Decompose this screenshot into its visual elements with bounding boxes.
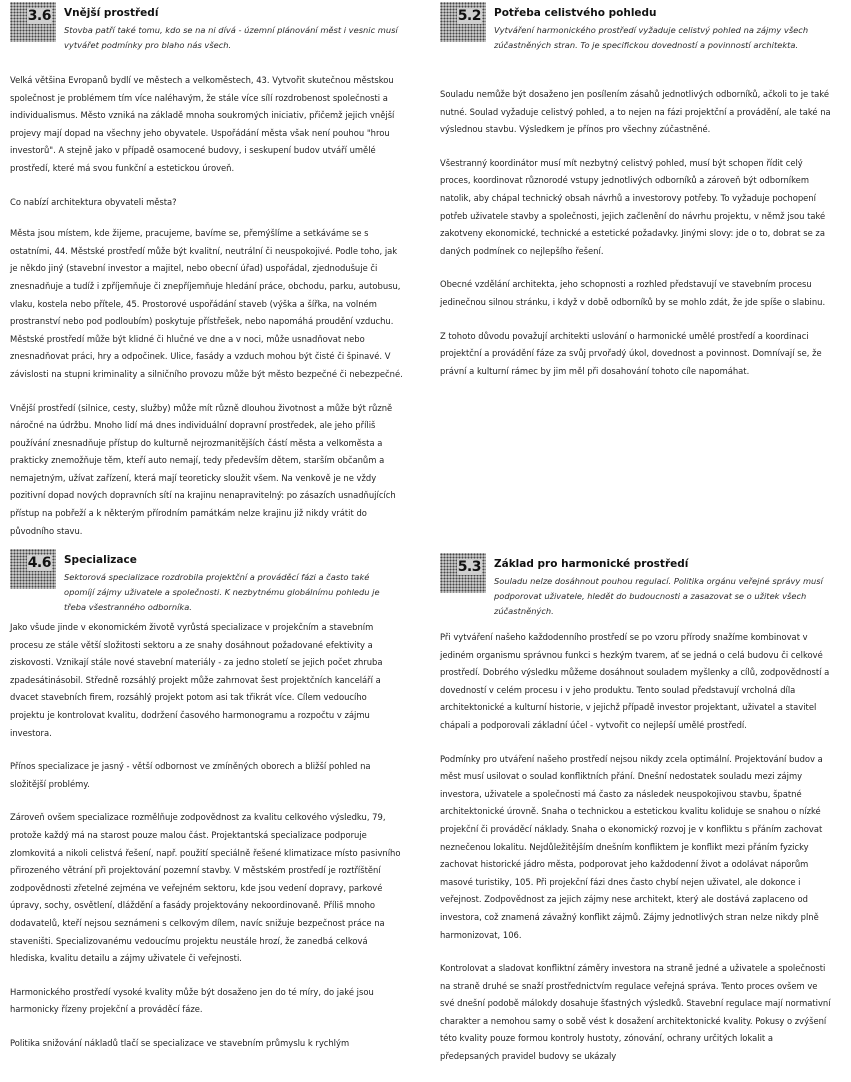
paragraph: Jako všude jinde v ekonomickém životě vyrůstá specializace v projekčním a stavebním procesu ze stále větší složitosti sektoru a ze snahy dosáhnout požadované efektivity a ziskovosti. Vznikají stále nové stavební materiály - za jedno století se jejich počet zhruba zpadesátinásobil. Středně rozsáhlý projekt může zahrnovat šest projektčních kanceláří a dvacet stavebních firem, rozsáhlý projekt potom asi tak třikrát více. Cílem vedoucího projektu je kontrolovat kvalitu, dodržení časového harmonogramu a rozpočtu v zájmu investora. <box>10 622 383 738</box>
paragraph: Všestranný koordinátor musí mít nezbytný celistvý pohled, musí být schopen řídit celý proces, koordinovat různorodé vstupy jednotlivých odborníků a zároveň být odborníkem natolik, aby chápal technický obsah návrhů a investorovy potřeby. To vyžaduje pochopení potřeb uživatele stavby a společnosti, jejich začlenění do návrhu projektu, v němž jsou také zakotveny ekonomické, technické a estetické požadavky. Jinými slovy: jde o to, dobrat se za daných podmínek co nejlepšího řešení. <box>440 157 826 256</box>
paragraph: Politika snižování nákladů tlačí se specializace ve stavebním průmyslu k rychlým <box>10 1037 350 1048</box>
section-4-6 <box>10 549 404 1068</box>
section-lead: Sektorová specializace rozdrobila projektční a prováděcí fázi a často také opomíjí zájmy uživatele a společnosti. K nezbytnému globálnímu pohledu je třeba všestranného odborníka. <box>64 572 380 612</box>
paragraph-question: Co nabízí architektura obyvateli města? <box>10 196 177 207</box>
section-number-badge: 5.2 <box>440 2 486 42</box>
section-number-badge: 5.3 <box>440 553 486 593</box>
section-lead: Souladu nelze dosáhnout pouhou regulací. Politika orgánu veřejné správy musí podporovat uživatele, hledět do budoucnosti a zasazovat se o užitek všech zúčastněných. <box>494 576 823 616</box>
section-title: Potřeba celistvého pohledu <box>494 7 657 19</box>
section-5-2 <box>440 2 834 396</box>
paragraph: Při vytváření našeho každodenního prostředí se po vzoru přírody snažíme kombinovat v jediném organismu správnou funkci s hezkým tvarem, ať se jedná o celá budovu či celkové prostředí. Dobrého výsledku můžeme dosáhnout souladem myšlenky a cílů, zodpovědností a dovedností v celém procesu i v jeho produktu. Tento soulad představují vrcholná díla architektonické a kulturní historie, v jejichž případě investor projektant, uživatel a stavitel chápali a podporovali základní účel - vytvořit co nejlepší umělé prostředí. <box>440 632 830 730</box>
section-body <box>10 72 404 540</box>
section-title: Základ pro harmonické prostředí <box>494 558 689 570</box>
section-3-6 <box>10 2 404 556</box>
paragraph: Vnější prostředí (silnice, cesty, služby) může mít různě dlouhou životnost a může být různě náročné na údržbu. Mnoho lidí má dnes individuální dopravní prostředek, ale jeho příliš používání znesnadňuje přístup do kulturně nejrozmanitějších částí města a velkoměsta a prakticky znemožňuje těm, kteří auto nemají, tedy především dětem, starším občanům a nemajetným, užívat zařízení, která mají teoreticky sloužit všem. Na venkově je ne vždy pozitivní dopad nových dopravních sítí na krajinu nenapravitelný: po zásazích usnadňujících přístup na pobřeží a k některým přírodním památkám nelze krajinu již nikdy vrátit do původního stavu. <box>10 402 396 536</box>
paragraph: Souladu nemůže být dosaženo jen posílením zásahů jednotlivých odborníků, ačkoli to je také nutné. Soulad vyžaduje celistvý pohled, a to nejen na fázi projektční a provádění, ale také na výslednou stavbu. Výsledkem je přínos pro všechny zúčastněné. <box>440 89 831 135</box>
section-title: Vnější prostředí <box>64 7 159 19</box>
section-title: Specializace <box>64 554 137 566</box>
paragraph: Obecné vzdělání architekta, jeho schopnosti a rozhled představují ve stavebním procesu jedinečnou silnou stránku, i když v době odborníků by se mohlo zdát, že jde spíše o slabinu. <box>440 279 826 307</box>
section-header <box>10 549 404 613</box>
paragraph: Podmínky pro utváření našeho prostředí nejsou nikdy zcela optimální. Projektování budov a měst musí usilovat o soulad konfliktních přání. Dnešní nedostatek souladu mezi zájmy investora, uživatele a společnosti má často za následek neuspokojivou stavbu, špatné architektonické úrovně. Snaha o technickou a estetickou kvalitu koliduje se snahou o nízké projekční či prováděcí náklady. Snaha o ekonomický rozvoj je v konfliktu s přáním zachovat neznečenou lokalitu. Nejdůležitějším dnešním konfliktem je konflikt mezi přáním fyzicky zachovat historické jádro města, podporovat jeho každodenní život a odolávat náporům masové turistiky, 105. Při projekční fázi dnes často chybí nejen uživatel, ale dokonce i veřejnost. Zodpovědnost za jejich zájmy nese architekt, který ale dostává zaplaceno od investora, což znamená závažný konflikt zájmů. Zájmy jednotlivých stran nelze nikdy plně harmonizovat, 106. <box>440 753 823 940</box>
paragraph: Kontrolovat a sladovat konfliktní záměry investora na straně jedné a uživatele a společnosti na straně druhé se snaží prostřednictvím regulace veřejná správa. Tento proces ovšem ve své dnešní podobě málokdy dosahuje šťastných výsledků. Stavební regulace mají normativní charakter a nemohou samy o sobě vést k dosažení architektonické kvality. Pokusy o zvýšení této kvality pouze formou kontroly hustoty, zónování, ochrany určitých lokalit a předepsaných pravidel budovy se ukázaly <box>440 963 831 1062</box>
paragraph: Města jsou místem, kde žijeme, pracujeme, bavíme se, přemýšlíme a setkáváme se s ostatními, 44. Městské prostředí může být kvalitní, neutrální či neuspokojivé. Podle toho, jak je někdo jiný (stavební investor a majitel, nebo obecní úřad) uspořádal, zjednodušuje či znesnadňuje a tudíž i zpříjemňuje či znepříjemňuje hledání práce, obchodu, parku, autobusu, vlaku, kostela nebo přítele, 45. Prostorové uspořádání staveb (výška a šířka, na volném prostranství nebo pod podloubím) poskytuje přístřešek, nebo napomáhá proudění vzduchu. Městské prostředí může být klidné či hlučné ve dne a v noci, může usnadňovat nebo znesnadňovat práci, hry a odpočinek. Ulice, fasády a vzduch mohou být čisté či špinavé. V závislosti na stupni kriminality a silničního provozu může být město bezpečné či nebezpečné. <box>10 228 403 379</box>
section-body <box>10 619 404 1052</box>
section-lead: Stovba patří také tomu, kdo se na ni dívá - územní plánování měst i vesnic musí vytvářet podmínky pro blaho nás všech. <box>64 25 398 50</box>
paragraph: Harmonického prostředí vysoké kvality může být dosaženo jen do té míry, do jaké jsou harmonicky řízeny projekční a prováděcí fáze. <box>10 986 374 1015</box>
section-header <box>440 2 834 66</box>
section-body <box>440 86 834 380</box>
section-header <box>10 2 404 66</box>
paragraph: Přínos specializace je jasný - větší odbornost ve zmíněných oborech a bližší pohled na složitější problémy. <box>10 761 371 789</box>
section-lead: Vytváření harmonického prostředí vyžaduje celistvý pohled na zájmy všech zúčastněných stran. To je specifickou dovedností a povinností architekta. <box>494 25 809 50</box>
section-number-badge: 3.6 <box>10 2 56 42</box>
section-body <box>440 629 834 1066</box>
section-header <box>440 553 834 617</box>
section-number-badge: 4.6 <box>10 549 56 589</box>
section-5-3 <box>440 553 834 1082</box>
paragraph: Zároveň ovšem specializace rozmělňuje zodpovědnost za kvalitu celkového výsledku, 79, protože každý má na starost pouze malou část. Projektantská specializace podporuje zlomkovitá a nikoli celistvá řešení, např. použití speciálně řešené klimatizace místo pasivního přirozeného větrání při projektování pozemní stavby. V městském prostředí je roztříštění zodpovědnosti zřetelné zejména ve veřejném sektoru, kde jsou vedení dopravy, parkové úpravy, sochy, osvětlení, dláždění a fasády projektovány nekoordinovaně. Příliš mnoho dodavatelů, kteří nejsou seznámeni s celkovým dílem, navíc snižuje bezpečnost práce na staveništi. Specializovanému vedoucímu projektu neustále hrozí, že zanedbá celková hlediska, kvalitu detailu a zájmy uživatele či veřejnosti. <box>10 812 401 964</box>
paragraph: Z tohoto důvodu považují architekti uslování o harmonické umělé prostředí a koordinaci projektční a provádění fáze za svůj prvořadý úkol, dovednost a povinnost. Domnívají se, že právní a kulturní rámec by jim měl při dosahování tohoto cíle napomáhat. <box>440 330 822 376</box>
paragraph: Velká většina Evropanů bydlí ve městech a velkoměstech, 43. Vytvořit skutečnou městskou společnost je problémem tím více naléhavým, že stále více sílí rozdrobenost společnosti a individualismus. Město vzniká na základě mnoha soukromých iniciativ, přičemž jejich vnější projevy mají dopad na všechny jeho obyvatele. Uspořádání města však není pouhou "hrou investorů". A stejně jako v případě osamocené budovy, i seskupení budov utváří umělé prostředí, které má svou funkční a estetickou úroveň. <box>10 75 395 173</box>
